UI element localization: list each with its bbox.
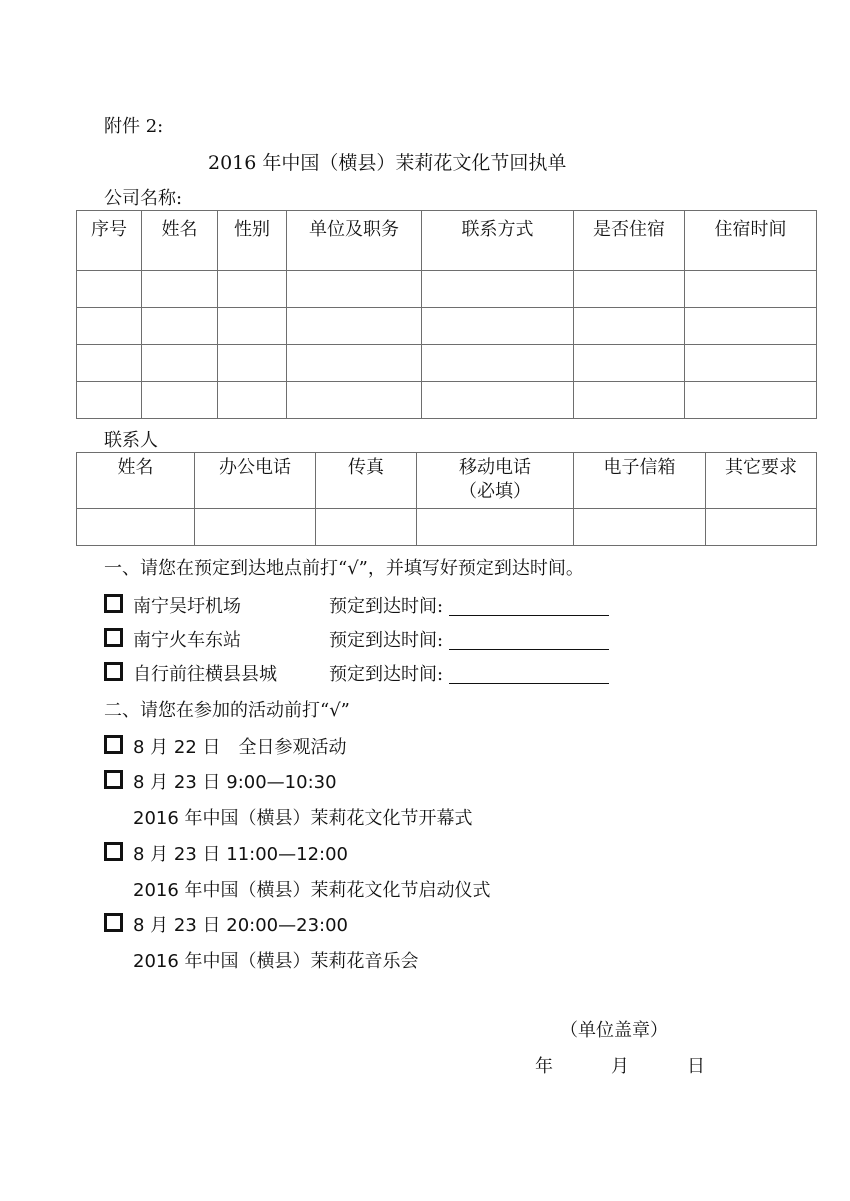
- activity-option: [104, 733, 347, 759]
- table-cell[interactable]: [574, 345, 685, 382]
- table-cell[interactable]: [218, 345, 287, 382]
- header-cell: 是否住宿: [574, 211, 685, 271]
- activity-option: [104, 768, 337, 794]
- mobile-required-note: （必填）: [459, 481, 531, 502]
- table-cell[interactable]: [574, 308, 685, 345]
- mobile-header: 移动电话: [459, 457, 531, 478]
- header-cell: 性别: [218, 211, 287, 271]
- arrival-instruction: 一、请您在预定到达地点前打“√”，并填写好预定到达时间。: [104, 558, 584, 579]
- checkbox[interactable]: [104, 842, 123, 861]
- activity-name: 2016 年中国（横县）茉莉花文化节启动仪式: [133, 880, 491, 901]
- table-cell[interactable]: [77, 308, 142, 345]
- table-cell[interactable]: [417, 509, 574, 546]
- arrival-place: 南宁火车东站: [133, 630, 241, 651]
- arrival-option: [104, 592, 609, 618]
- checkbox[interactable]: [104, 594, 123, 613]
- arrival-time-label: 预定到达时间:: [329, 664, 444, 685]
- table-cell[interactable]: [77, 509, 195, 546]
- contact-table: [76, 452, 817, 546]
- header-cell: 住宿时间: [685, 211, 817, 271]
- table-cell[interactable]: [422, 382, 574, 419]
- year-label: 年: [535, 1056, 553, 1077]
- header-cell: 传真: [316, 453, 417, 509]
- arrival-time-field[interactable]: [449, 633, 609, 650]
- table-cell[interactable]: [77, 382, 142, 419]
- header-cell: 电子信箱: [574, 453, 706, 509]
- table-cell[interactable]: [685, 382, 817, 419]
- header-cell: 姓名: [77, 453, 195, 509]
- date-line: [535, 1052, 705, 1078]
- arrival-place: 南宁吴圩机场: [133, 596, 241, 617]
- table-row: [77, 382, 817, 419]
- table-cell[interactable]: [422, 308, 574, 345]
- table-cell[interactable]: [195, 509, 316, 546]
- checkbox[interactable]: [104, 770, 123, 789]
- arrival-option: [104, 660, 609, 686]
- contact-person-label: 联系人: [104, 430, 158, 451]
- checkbox[interactable]: [104, 662, 123, 681]
- table-cell[interactable]: [574, 271, 685, 308]
- table-cell[interactable]: [218, 308, 287, 345]
- month-label: 月: [611, 1056, 629, 1077]
- checkbox[interactable]: [104, 628, 123, 647]
- header-cell: 序号: [77, 211, 142, 271]
- table-cell[interactable]: [287, 271, 422, 308]
- activity-time: 8 月 23 日 11:00—12:00: [133, 844, 348, 865]
- table-cell[interactable]: [142, 345, 218, 382]
- table-row: [77, 509, 817, 546]
- table-cell[interactable]: [218, 271, 287, 308]
- table-cell[interactable]: [316, 509, 417, 546]
- table-cell[interactable]: [287, 382, 422, 419]
- arrival-place: 自行前往横县县城: [133, 664, 277, 685]
- table-cell[interactable]: [685, 271, 817, 308]
- table-cell[interactable]: [142, 308, 218, 345]
- contact-table-header: [77, 453, 817, 509]
- table-cell[interactable]: [422, 271, 574, 308]
- document-title: 2016 年中国（横县）茉莉花文化节回执单: [208, 152, 567, 174]
- table-cell[interactable]: [77, 271, 142, 308]
- activity-option: [104, 840, 348, 866]
- header-cell: 单位及职务: [287, 211, 422, 271]
- table-cell[interactable]: [287, 345, 422, 382]
- arrival-time-field[interactable]: [449, 667, 609, 684]
- checkbox[interactable]: [104, 913, 123, 932]
- arrival-time-field[interactable]: [449, 599, 609, 616]
- table-row: [77, 308, 817, 345]
- table-cell[interactable]: [142, 382, 218, 419]
- table-cell[interactable]: [574, 382, 685, 419]
- activity-time: 8 月 22 日 全日参观活动: [133, 737, 347, 758]
- table-row: [77, 345, 817, 382]
- table-cell[interactable]: [685, 345, 817, 382]
- arrival-time-label: 预定到达时间:: [329, 596, 444, 617]
- arrival-time-label: 预定到达时间:: [329, 630, 444, 651]
- checkbox[interactable]: [104, 735, 123, 754]
- activities-instruction: 二、请您在参加的活动前打“√”: [104, 700, 350, 721]
- table-cell[interactable]: [77, 345, 142, 382]
- table-cell[interactable]: [218, 382, 287, 419]
- table-cell[interactable]: [422, 345, 574, 382]
- table-cell[interactable]: [574, 509, 706, 546]
- table-cell[interactable]: [706, 509, 817, 546]
- header-cell: 办公电话: [195, 453, 316, 509]
- header-cell: 联系方式: [422, 211, 574, 271]
- activity-time: 8 月 23 日 20:00—23:00: [133, 915, 348, 936]
- company-name-label: 公司名称:: [104, 188, 183, 209]
- unit-stamp-label: （单位盖章）: [560, 1020, 668, 1041]
- attachment-label: 附件 2:: [104, 116, 164, 137]
- table-row: [77, 271, 817, 308]
- header-cell-mobile: [417, 453, 574, 509]
- arrival-option: [104, 626, 609, 652]
- table-cell[interactable]: [685, 308, 817, 345]
- table-cell[interactable]: [142, 271, 218, 308]
- day-label: 日: [687, 1056, 705, 1077]
- header-cell: 其它要求: [706, 453, 817, 509]
- activity-name: 2016 年中国（横县）茉莉花音乐会: [133, 951, 419, 972]
- table-cell[interactable]: [287, 308, 422, 345]
- activity-option: [104, 911, 348, 937]
- header-cell: 姓名: [142, 211, 218, 271]
- attendee-table: [76, 210, 817, 419]
- activity-time: 8 月 23 日 9:00—10:30: [133, 772, 337, 793]
- attendee-table-header: [77, 211, 817, 271]
- activity-name: 2016 年中国（横县）茉莉花文化节开幕式: [133, 808, 473, 829]
